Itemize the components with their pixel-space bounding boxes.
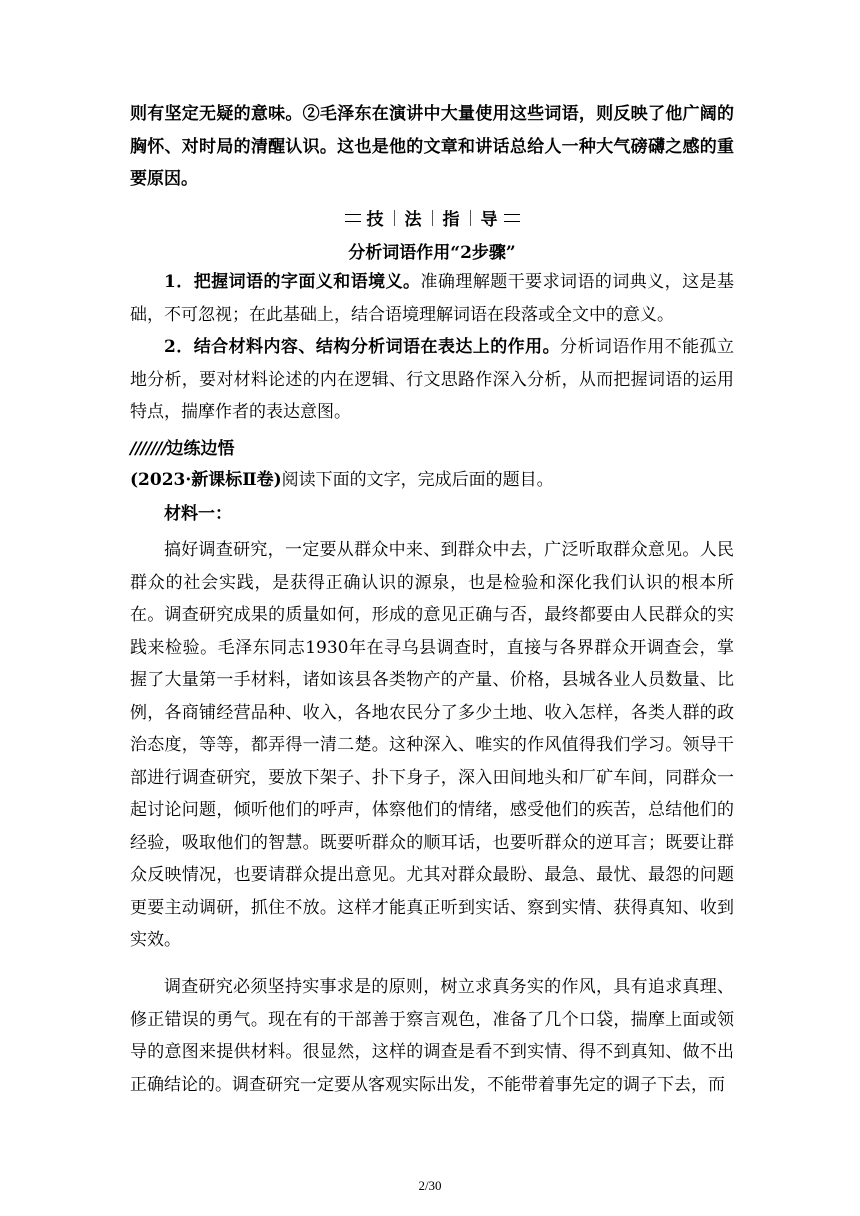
double-rule-right-icon <box>504 214 520 222</box>
source-line <box>130 464 734 497</box>
step-2 <box>130 331 734 429</box>
material-paragraph-2: 调查研究必须坚持实事求是的原则，树立求真务实的作风，具有追求真理、修正错误的勇气。现在有的干部善于察言观色，准备了几个口袋，揣摩上面或领导的意图来提供材料。很显然，这样的调查是看不到实情、得不到真知、做不出正确结论的。调查研究一定要从客观实际出发，不能带着事先定的调子下去，而 <box>130 977 734 1095</box>
separator <box>394 210 395 226</box>
step-1-body: 准确理解题干要求词语的词典义，这是基础，不可忽视；在此基础上，结合语境理解词语在段落或全文中的意义。 <box>130 272 735 325</box>
section-title <box>130 205 734 230</box>
material-paragraph-1: 搞好调查研究，一定要从群众中来、到群众中去，广泛听取群众意见。人民群众的社会实践，是获得正确认识的源泉，也是检验和深化我们认识的根本所在。调查研究成果的质量如何，形成的意见正确与否，最终都要由人民群众的实践来检验。毛泽东同志1930年在寻乌县调查时，直接与各界群众开调查会，掌握了大量第一手材料，诸如该县各类物产的产量、价格，县城各业人员数量、比例，各商铺经营品种、收入，各地农民分了多少土地、收入怎样，各类人群的政治态度，等等，都弄得一清二楚。这种深入、唯实的作风值得我们学习。领导干部进行调查研究，要放下架子、扑下身子，深入田间地头和厂矿车间，同群众一起讨论问题，倾听他们的呼声，体察他们的情绪，感受他们的疾苦，总结他们的经验，吸取他们的智慧。既要听群众的顺耳话，也要听群众的逆耳言；既要让群众反映情况，也要请群众提出意见。尤其对群众最盼、最急、最忧、最怨的问题更要主动调研，抓住不放。这样才能真正听到实话、察到实情、获得真知、收到实效。 <box>130 540 734 950</box>
section-title-char: 指 <box>442 210 460 230</box>
section-title-char: 导 <box>480 210 498 230</box>
step-1 <box>130 266 734 331</box>
double-rule-left-icon <box>345 214 361 222</box>
intro-paragraph: 则有坚定无疑的意味。②毛泽东在演讲中大量使用这些词语，则反映了他广阔的胸怀、对时局的清醒认识。这也是他的文章和讲话总给人一种大气磅礴之感的重要原因。 <box>130 104 734 189</box>
subtitle: 分析词语作用“2步骤” <box>348 243 516 263</box>
hatch-marker-icon: /////// <box>130 439 167 459</box>
step-2-head: 2．结合材料内容、结构分析词语在表达上的作用。 <box>164 337 561 357</box>
section-title-char: 法 <box>404 210 422 230</box>
step-1-head: 1．把握词语的字面义和语境义。 <box>164 272 421 292</box>
page-number: 2/30 <box>418 1178 442 1193</box>
source-tag: (2023·新课标Ⅱ卷) <box>130 470 282 490</box>
section-title-char: 技 <box>366 210 384 230</box>
separator <box>470 210 471 226</box>
step-2-body: 分析词语作用不能孤立地分析，要对材料论述的内在逻辑、行文思路作深入分析，从而把握词语的运用特点，揣摩作者的表达意图。 <box>130 337 735 422</box>
material-label: 材料一： <box>164 504 232 524</box>
source-text: 阅读下面的文字，完成后面的题目。 <box>281 470 554 490</box>
practice-label: 边练边悟 <box>166 439 235 459</box>
practice-heading <box>130 433 734 466</box>
separator <box>432 210 433 226</box>
